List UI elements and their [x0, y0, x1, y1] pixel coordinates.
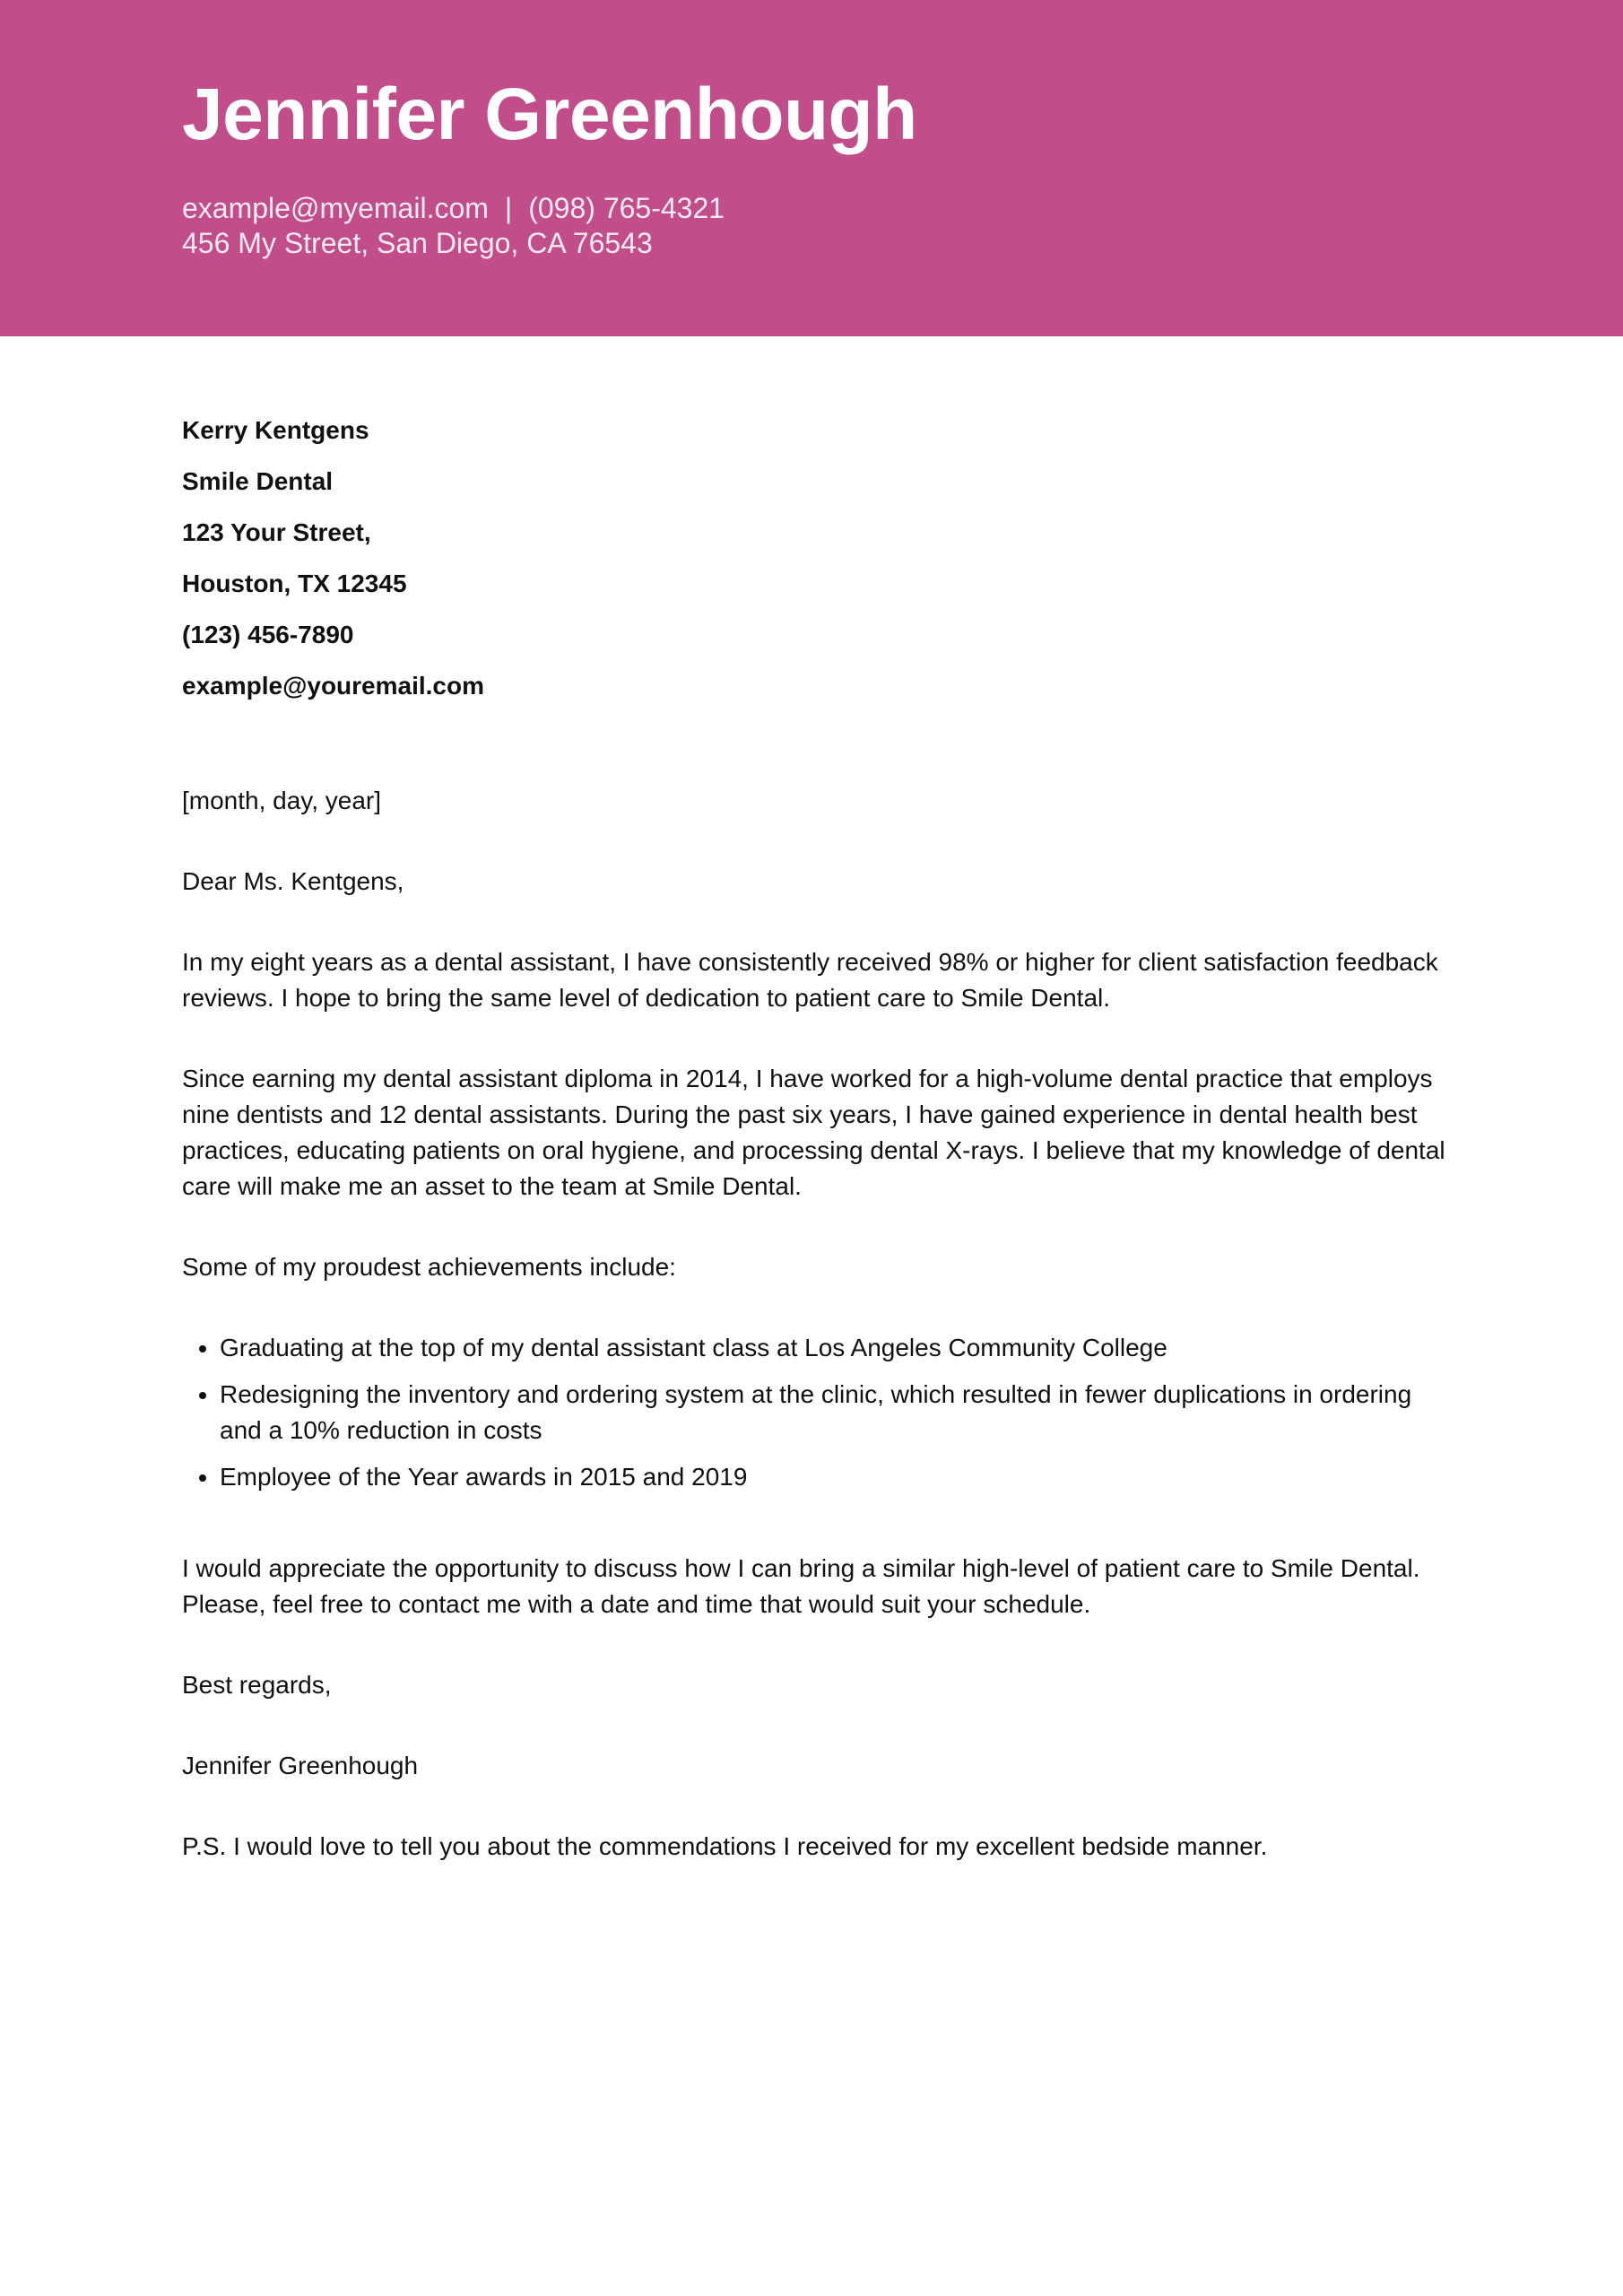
paragraph-2: Since earning my dental assistant diploma in 2014, I have worked for a high-volume dental practice that employs nine dentists and 12 dental assistants. During the past six years, I have gained experience in dental health best practices, educating patients on oral hygiene, and processing dental X-rays. I believe that my knowledge of dental care will make me an asset to the team at Smile Dental. [182, 1065, 1445, 1200]
list-item: • Employee of the Year awards in 2015 and 2019 [220, 1459, 1455, 1495]
sender-name: Jennifer Greenhough [182, 74, 917, 155]
contact-separator: | [504, 192, 513, 224]
achievements-intro: Some of my proudest achievements include: [182, 1253, 676, 1281]
list-item: • Redesigning the inventory and ordering system at the clinic, which resulted in fewer duplications in ordering and a 10% reduction in costs [220, 1377, 1455, 1448]
closing: Best regards, [182, 1671, 332, 1699]
sender-address: 456 My Street, San Diego, CA 76543 [182, 227, 653, 259]
recipient-phone: (123) 456-7890 [182, 621, 354, 648]
sender-email: example@myemail.com [182, 192, 489, 224]
recipient-name: Kerry Kentgens [182, 416, 369, 444]
letter-body [182, 413, 1455, 1865]
recipient-city: Houston, TX 12345 [182, 570, 407, 597]
list-item: • Graduating at the top of my dental assistant class at Los Angeles Community College [220, 1330, 1455, 1366]
recipient-street: 123 Your Street, [182, 518, 371, 546]
achievements-list [182, 1330, 1455, 1495]
letter-date: [month, day, year] [182, 787, 382, 814]
recipient-email: example@youremail.com [182, 672, 484, 700]
postscript: P.S. I would love to tell you about the commendations I received for my excellent bedside manner. [182, 1832, 1268, 1860]
sender-contact-line [182, 190, 725, 226]
header-banner [0, 0, 1623, 336]
signature: Jennifer Greenhough [182, 1752, 419, 1779]
recipient-block [182, 413, 1455, 704]
recipient-company: Smile Dental [182, 467, 334, 495]
paragraph-1: In my eight years as a dental assistant, I have consistently received 98% or higher for client satisfaction feedback reviews. I hope to bring the same level of dedication to patient care to Smile Dental. [182, 948, 1438, 1012]
paragraph-3: I would appreciate the opportunity to discuss how I can bring a similar high-level of patient care to Smile Dental. Please, feel free to contact me with a date and time that would suit your schedule. [182, 1554, 1420, 1618]
salutation: Dear Ms. Kentgens, [182, 867, 404, 895]
sender-phone: (098) 765-4321 [528, 192, 725, 224]
